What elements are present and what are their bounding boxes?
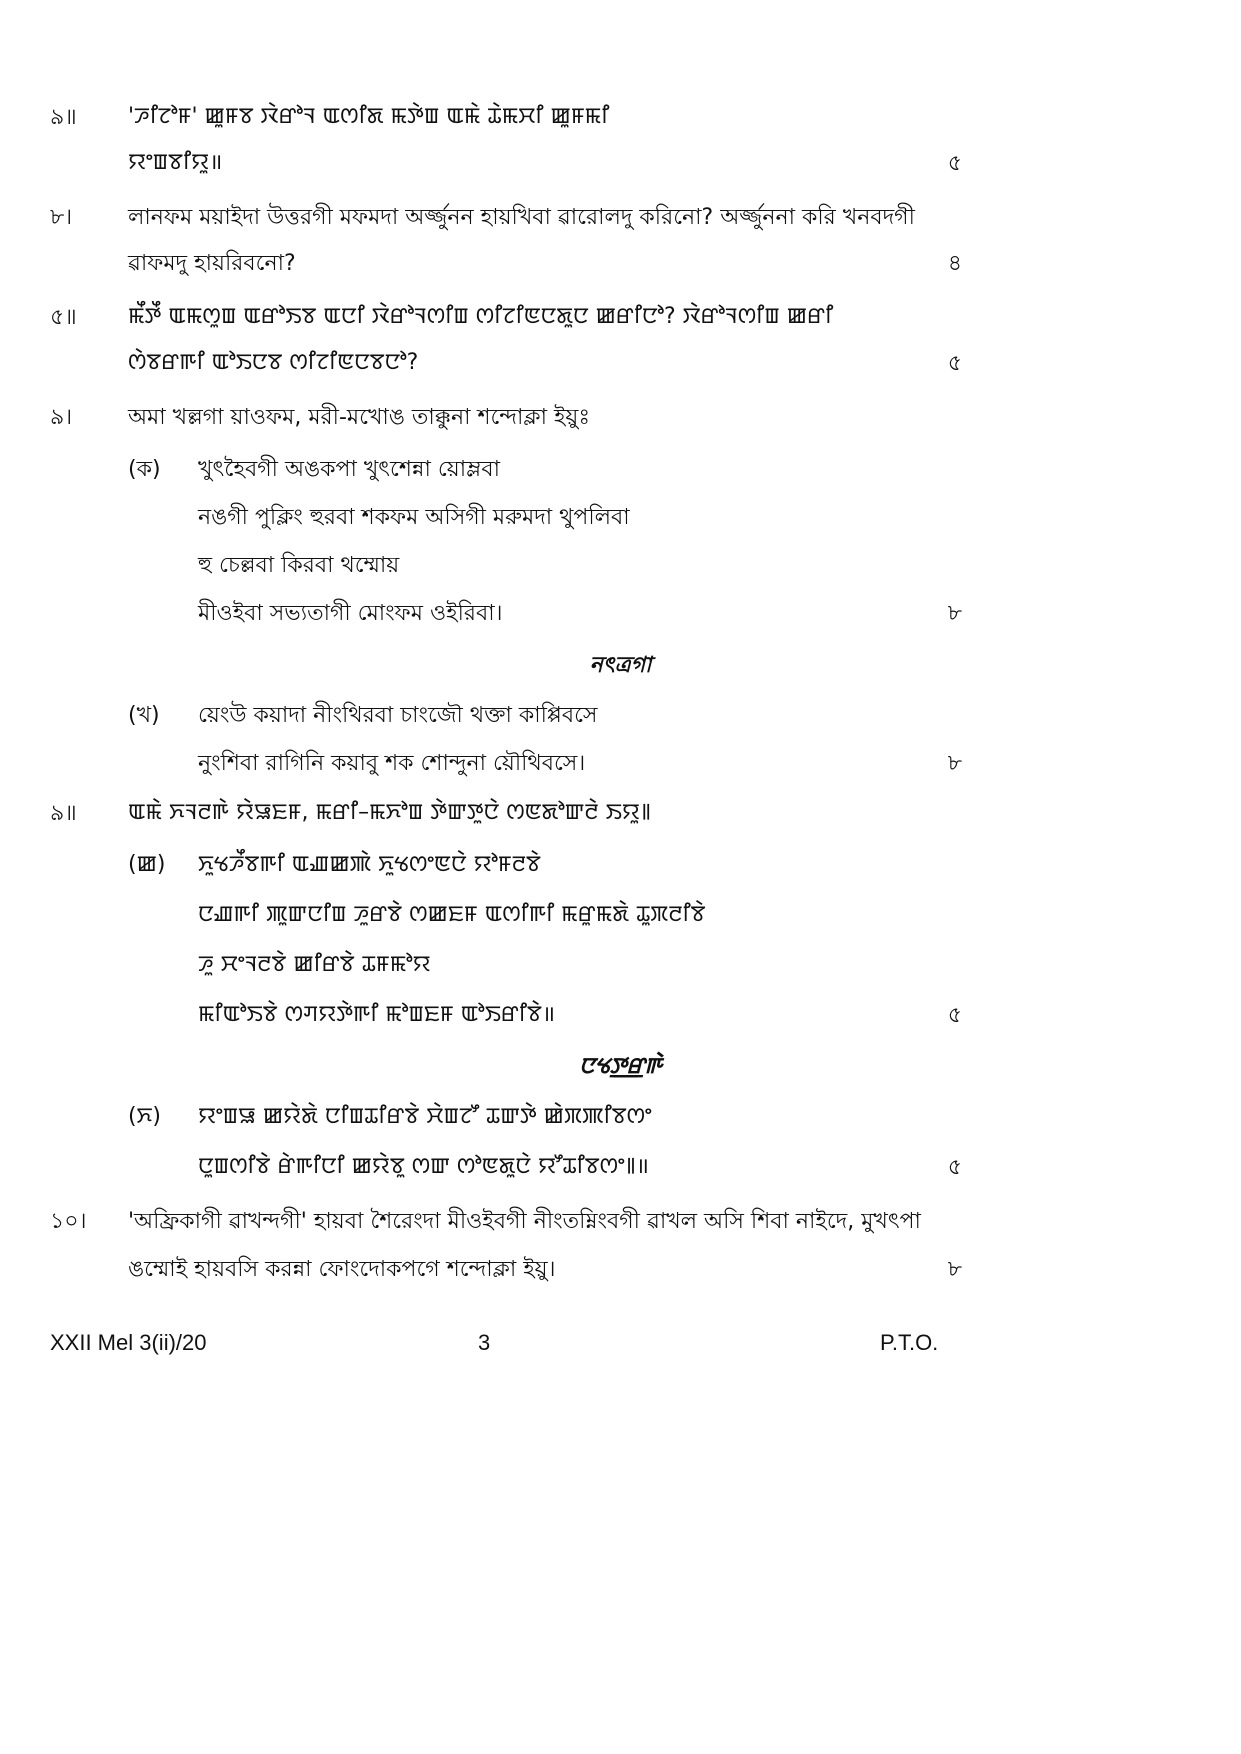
question-number: ১০।	[50, 1209, 87, 1234]
poem-line: ꯌꯦꯡꯎ ꯀꯌꯥꯗꯥ ꯅꯤꯡꯊꯤꯔꯕꯥ ꯆꯥꯡꯖꯧ ꯊꯛꯇꯥ ꯀꯥꯞꯄꯤꯕꯁꯦ	[198, 1104, 652, 1129]
page-number: 3	[478, 1330, 491, 1355]
sub-question-label: (খ)	[128, 703, 160, 728]
question-text-line: 'অফ্রিকাগী ৱাখন্দগী' হায়বা শৈরেংদা মীওইবগী নীংতম্নিংবগী ৱাখল অসি শিবা নাইদে, মুখৎপা	[128, 1209, 921, 1234]
poem-line: ꯍꯨ ꯆꯦꯜꯂꯕꯥ ꯀꯤꯔꯕꯥ ꯊꯝꯃꯣꯌ	[198, 952, 431, 977]
question-marks: ৮	[947, 751, 962, 776]
question-text-line: লানফম ময়াইদা উত্তরগী মফমদা অর্জ্জুনন হায়খিবা ৱারোলদু করিনো? অর্জ্জুননা করি খনবদগী	[128, 205, 915, 230]
question-text-line: অমা খল্লগা য়াওফম, মরী-মখোঙ তাক্কুনা শন্দোক্লা ইয়ুঃ	[128, 405, 591, 430]
poem-line: নুংশিবা রাগিনি কয়াবু শক শোন্দুনা য়ৌথিবসে।	[198, 751, 586, 776]
sub-question-label: (ক)	[128, 457, 161, 482]
question-number: ৫॥	[50, 305, 77, 330]
or-separator: ꯅꯠꯇ꯭ꯔꯒꯥ	[579, 1054, 662, 1079]
question-number: ৯।	[50, 405, 73, 430]
question-text-line: ৱাফমদু হায়রিবনো?	[128, 251, 296, 276]
poem-line: ꯈꯨꯠꯍꯩꯕꯒꯤ ꯑꯉꯀꯄꯥ ꯈꯨꯠꯁꯦꯟꯅꯥ ꯌꯣꯝꯂꯕꯥ	[198, 852, 541, 877]
sub-question-label: (ꯀ)	[128, 852, 166, 877]
question-number: ৯॥	[50, 801, 77, 826]
question-text-line: 'ꯍꯤꯖꯣꯝ' ꯀꯨꯝꯕ ꯋꯥꯔꯣꯜ ꯑꯁꯤꯗ ꯃꯇꯥꯡ ꯑꯃꯥ ꯊꯥꯃꯆꯤ ꯀꯨꯝꯃꯤ	[128, 104, 610, 129]
poem-line: ꯃꯤꯑꯣꯏꯕꯥ ꯁꯚꯌꯇꯥꯒꯤ ꯃꯣꯡꯐꯝ ꯑꯣꯏꯔꯤꯕꯥ॥	[198, 1002, 556, 1027]
question-marks: ৫	[947, 151, 962, 176]
poem-line: ꯅꯉꯒꯤ ꯄꯨꯛꯅꯤꯡ ꯍꯨꯔꯕꯥ ꯁꯀꯐꯝ ꯑꯁꯤꯒꯤ ꯃꯔꯨꯃꯗꯥ ꯊꯨꯞꯂꯤꯕꯥ	[198, 902, 706, 927]
poem-line: খুৎহৈবগী অঙকপা খুৎশেন্না য়োম্লবা	[198, 457, 500, 482]
paper-code: XXII Mel 3(ii)/20	[50, 1330, 207, 1355]
question-marks: ৮	[947, 601, 962, 626]
question-text-line: ꯌꯦꯡꯕꯤꯌꯨ॥	[128, 150, 223, 175]
question-marks: ৫	[947, 1155, 962, 1180]
sub-question-label: (ꯈ)	[128, 1104, 161, 1129]
question-text-line: ꯃꯩꯇꯩ ꯑꯃꯁꯨꯡ ꯑꯔꯣꯏꯕ ꯑꯅꯤ ꯋꯥꯔꯣꯜꯁꯤꯡ ꯁꯤꯖꯤꯟꯅꯗꯨꯅ ꯀꯔꯤꯅꯣ? ꯋꯥꯔꯣꯜꯁꯤꯡ ꯀꯔꯤ	[128, 304, 834, 329]
question-number: ৮।	[50, 205, 73, 230]
question-text-line: ꯑꯃꯥ ꯈꯜꯂꯒꯥ ꯌꯥꯎꯐꯝ, ꯃꯔꯤ–ꯃꯈꯣꯡ ꯇꯥꯛꯇꯨꯅꯥ ꯁꯟꯗꯣꯛꯂꯥ ꯏꯌꯨ꯫	[128, 800, 651, 825]
question-marks: ৪	[947, 251, 962, 276]
question-marks: ৫	[947, 1003, 962, 1028]
question-marks: ৫	[947, 351, 962, 376]
question-text-line: ঙম্মোই হায়বসি করন্না ফোংদোকপগে শন্দোক্লা ইয়ু।	[128, 1257, 556, 1282]
poem-line: য়েংউ কয়াদা নীংথিরবা চাংজৌ থক্তা কাপ্পিবসে	[198, 703, 598, 728]
poem-line: নঙগী পুক্লিং হুরবা শকফম অসিগী মরুমদা থুপলিবা	[198, 505, 630, 530]
poem-line: মীওইবা সভ্যতাগী মোংফম ওইরিবা।	[198, 601, 503, 626]
question-marks: ৮	[947, 1257, 962, 1282]
please-turn-over: P.T.O.	[880, 1330, 939, 1355]
poem-line: ꯅꯨꯡꯁꯤꯕꯥ ꯔꯥꯒꯤꯅꯤ ꯀꯌꯥꯕꯨ ꯁꯛ ꯁꯣꯟꯗꯨꯅꯥ ꯌꯧꯊꯤꯕꯁꯦ꯫॥	[198, 1154, 649, 1179]
or-separator: নৎত্রগা	[589, 653, 652, 678]
poem-line: হু চেল্লবা কিরবা থম্মোয়	[198, 553, 400, 578]
question-text-line: ꯁꯥꯕꯔꯒꯤ ꯑꯣꯏꯅꯕ ꯁꯤꯖꯤꯟꯅꯕꯅꯣ?	[128, 350, 419, 375]
question-number: ৯॥	[50, 105, 77, 130]
